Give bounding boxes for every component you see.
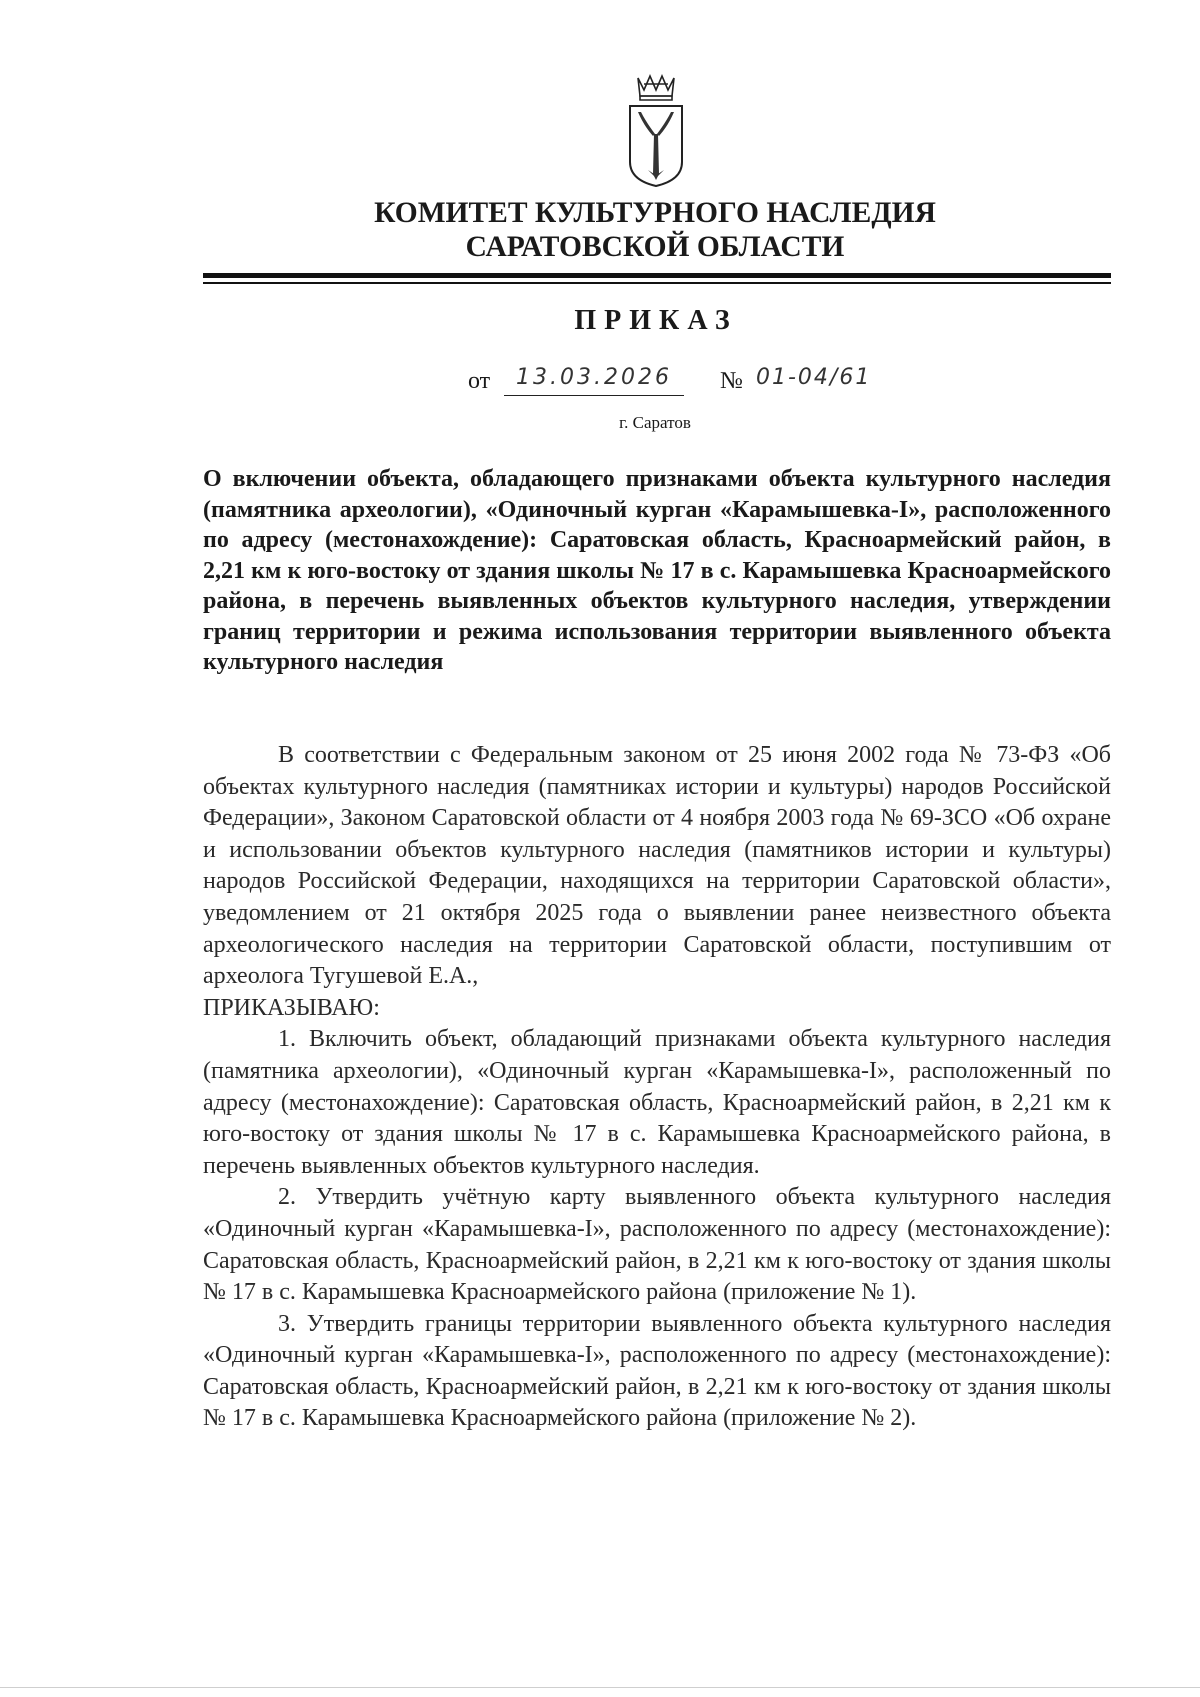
order-item-1: 1. Включить объект, обладающий признаками объекта культурного наследия (памятника археологии), «Одиночный курган «Карамышевка-I», расположенный по адресу (местонахождение): Саратовская область, Красноармейский район, в 2,21 км к юго-востоку от здания школы № 17 в с. Карамышевка Красноармейского района, в перечень выявленных объектов культурного наследия. [203, 1026, 1111, 1179]
coat-of-arms-icon [624, 70, 688, 188]
order-subject: О включении объекта, обладающего признаками объекта культурного наследия (памятника археологии), «Одиночный курган «Карамышевка-I», расположенного по адресу (местонахождение): Саратовская область, Красноармейский район, в 2,21 км к юго-востоку от здания школы № 17 в с. Карамышевка Красноармейского района, в перечень выявленных объектов культурного наследия, утверждении границ территории и режима использования территории выявленного объекта культурного наследия [203, 466, 1111, 675]
number-label: № [720, 368, 743, 394]
document-title: ПРИКАЗ [574, 305, 738, 336]
order-item-3: 3. Утвердить границы территории выявленного объекта культурного наследия «Одиночный курган «Карамышевка-I», расположенного по адресу (местонахождение): Саратовская область, Красноармейский район, в 2,21 км к юго-востоку от здания школы № 17 в с. Карамышевка Красноармейского района (приложение № 2). [203, 1310, 1111, 1432]
order-word: ПРИКАЗЫВАЮ: [203, 994, 380, 1021]
order-body [203, 740, 1111, 1435]
header-rule-thin [203, 282, 1111, 284]
page-bottom-edge [0, 1687, 1200, 1688]
issue-place: г. Саратов [619, 413, 691, 432]
organization-name [0, 196, 1200, 264]
date-label: от [468, 368, 491, 394]
preamble-paragraph: В соответствии с Федеральным законом от 25 июня 2002 года № 73-ФЗ «Об объектах культурного наследия (памятниках истории и культуры) народов Российской Федерации», Законом Саратовской области от 4 ноября 2003 года № 69-ЗСО «Об охране и использовании объектов культурного наследия (памятников истории и культуры) народов Российской Федерации, находящихся на территории Саратовской области», уведомлением от 21 октября 2025 года о выявлении ранее неизвестного объекта археологического наследия на территории Саратовской области, поступившим от археолога Тугушевой Е.А., [203, 742, 1111, 990]
organization-name-line1: КОМИТЕТ КУЛЬТУРНОГО НАСЛЕДИЯ [374, 197, 936, 229]
handwritten-number: 01-04/61 [756, 365, 872, 390]
header-rule-thick [203, 273, 1111, 278]
date-number-line [468, 365, 928, 399]
handwritten-date: 13.03.2026 [504, 365, 684, 396]
organization-name-line2: САРАТОВСКОЙ ОБЛАСТИ [465, 231, 845, 263]
order-item-2: 2. Утвердить учётную карту выявленного объекта культурного наследия «Одиночный курган «Карамышевка-I», расположенного по адресу (местонахождение): Саратовская область, Красноармейский район, в 2,21 км к юго-востоку от здания школы № 17 в с. Карамышевка Красноармейского района (приложение № 1). [203, 1184, 1111, 1306]
